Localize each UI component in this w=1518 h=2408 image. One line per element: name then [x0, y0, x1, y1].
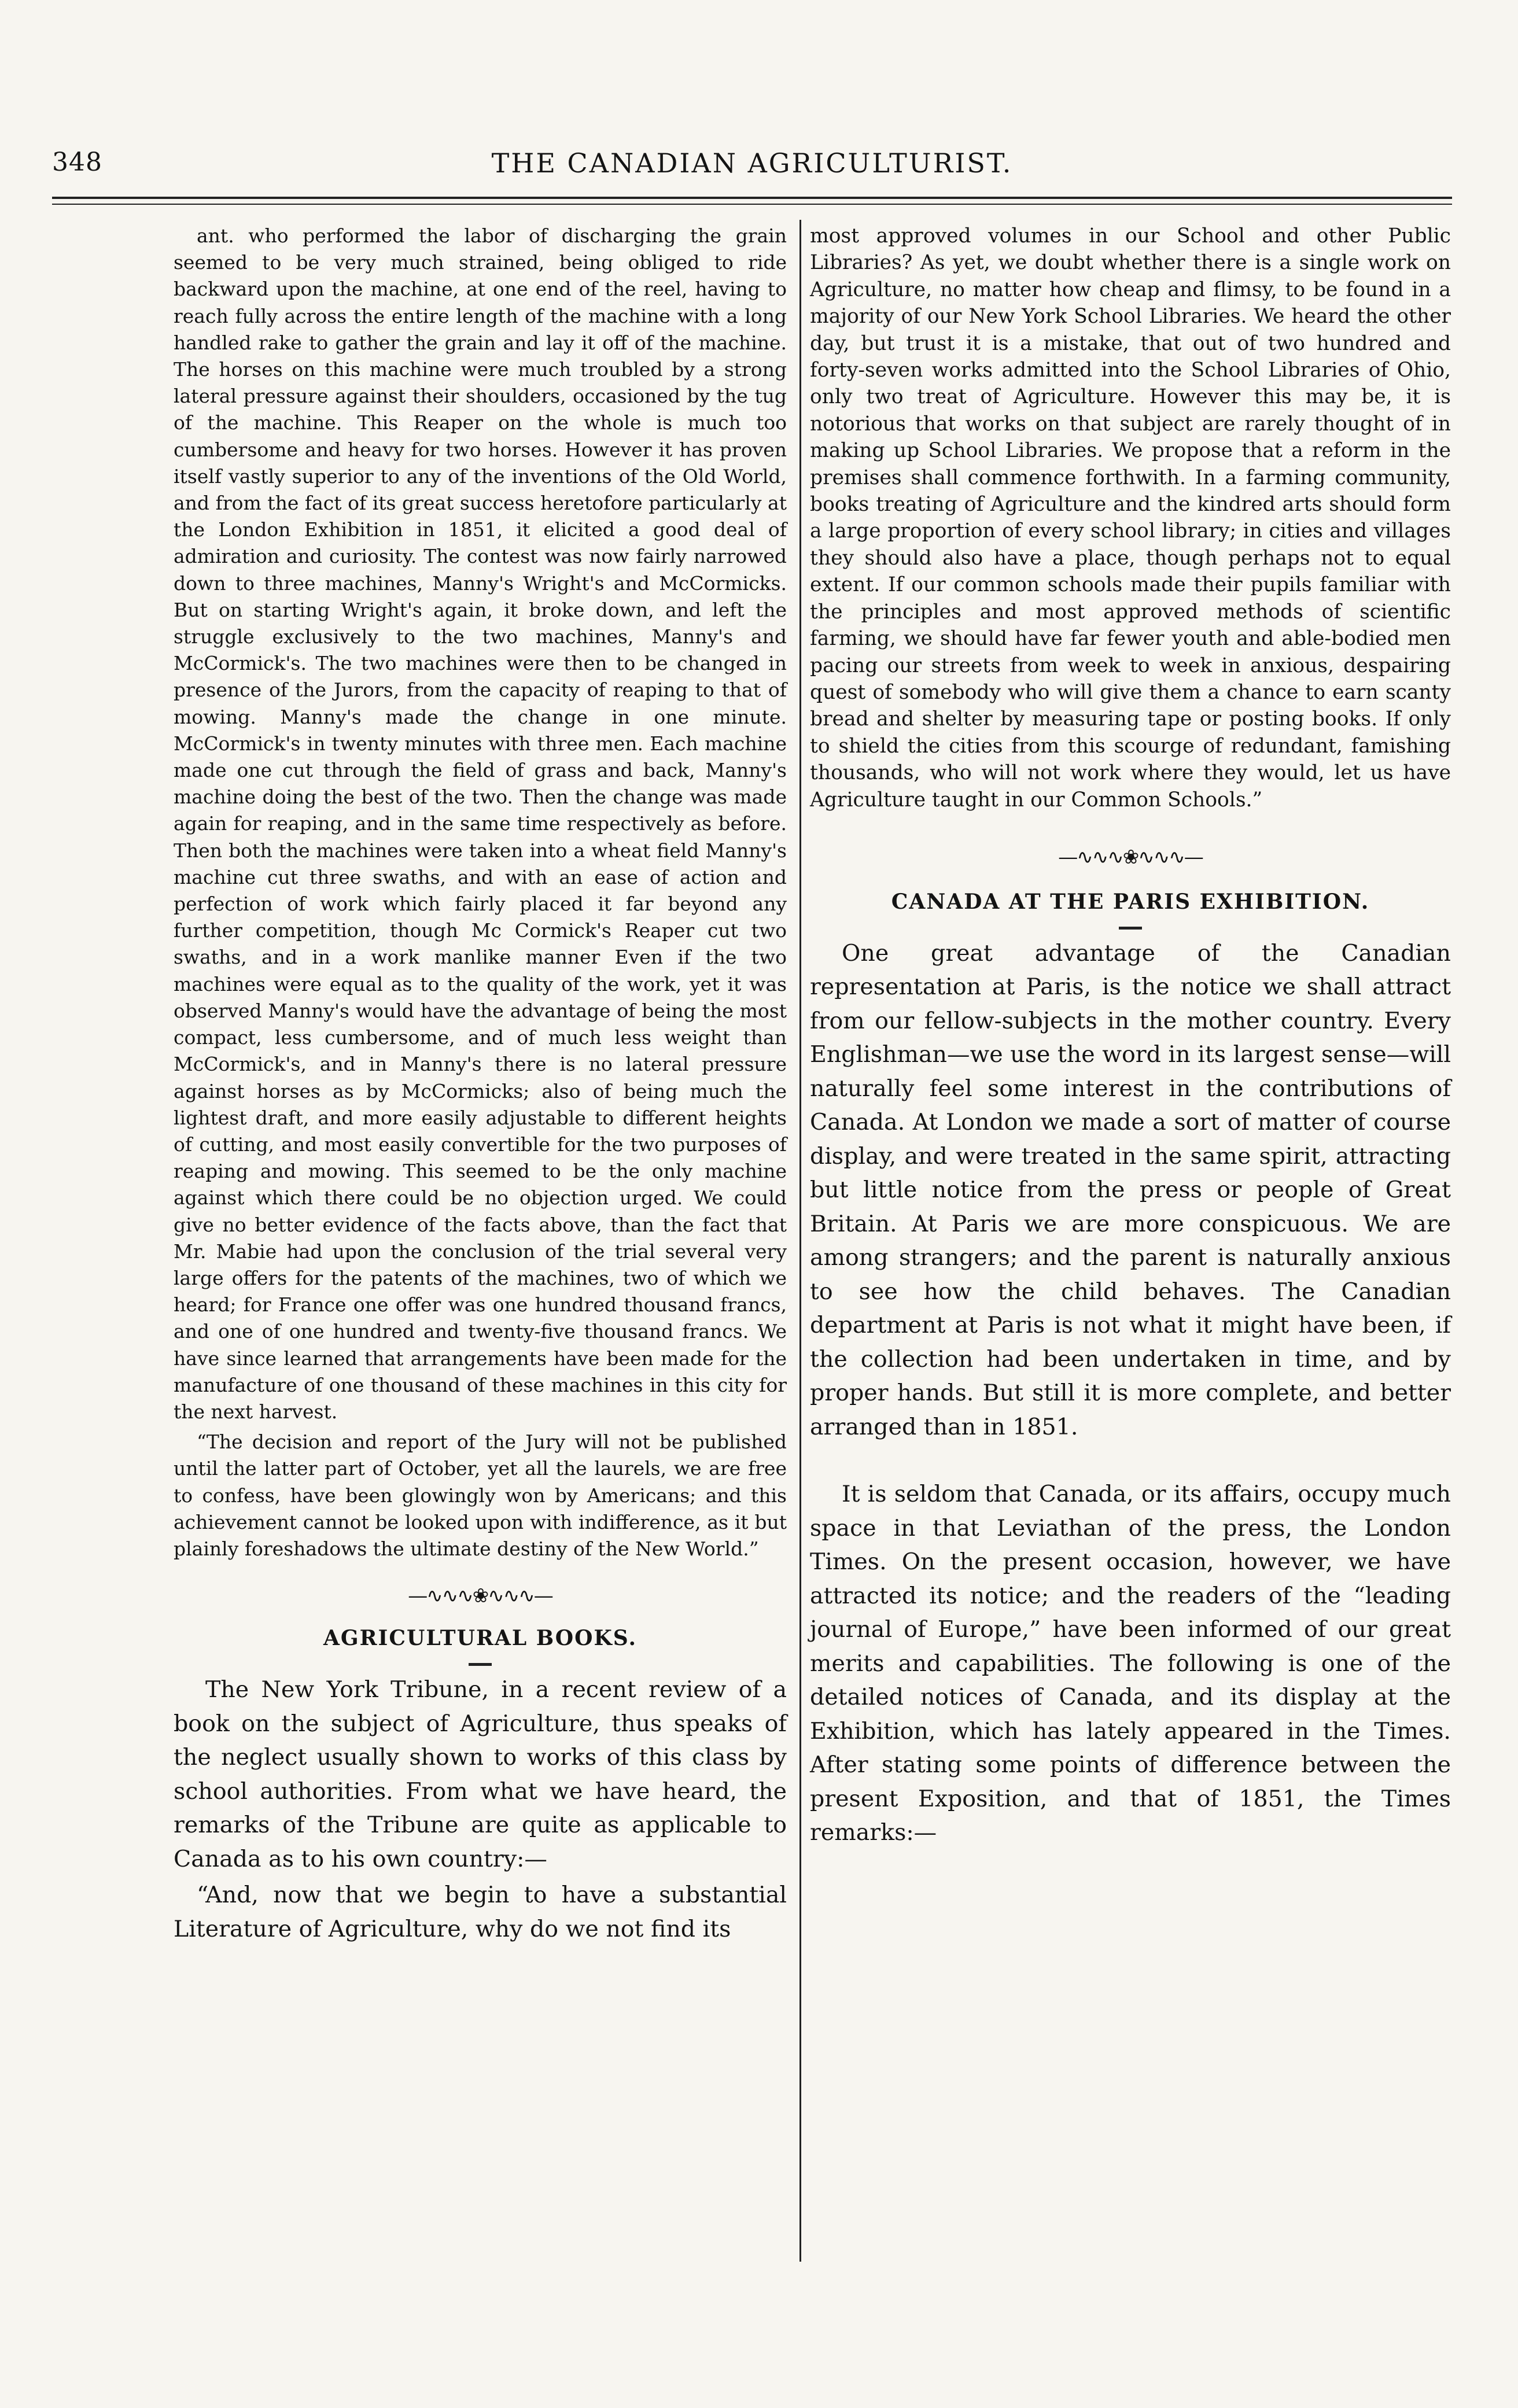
heading-rule — [469, 1663, 492, 1666]
tribune-intro-paragraph: The New York Tribune, in a recent review of a book on the subject of Agriculture, thus speaks of the neglect usually shown to works of this class by school authorities. From what we have heard, the remarks of the Tribune are quite as applicable to Canada as to his own country:— — [174, 1676, 787, 1872]
header-rule — [52, 197, 1452, 199]
heading-rule — [1119, 927, 1142, 930]
libraries-paragraph: most approved volumes in our School and other Public Libraries? As yet, we doubt whether there is a single work on Agriculture, no matter how cheap and flimsy, to be found in a majority of our New York School Libraries. We heard the other day, but trust it is a mistake, that out of two hundred and forty-seven works admitted into the School Libraries of Ohio, only two treat of Agriculture. However this may be, it is notorious that works on that subject are rarely thought of in making up School Libraries. We propose that a reform in the premises shall commence forthwith. In a farming community, books treating of Agriculture and the kindred arts should form a large proportion of every school library; in cities and villages they should also have a place, though perhaps not to equal extent. If our common schools made their pupils familiar with the principles and most approved methods of scientific farming, we should have far fewer youth and able-bodied men pacing our streets from week to week in anxious, despairing quest of somebody who will give them a chance to earn scanty bread and shelter by measuring tape or posting books. If only to shield the cities from this scourge of redundant, famishing thousands, who will not work where they would, let us have Agriculture taught in our Common Schools.” — [810, 224, 1451, 812]
section-heading-paris-exhibition: CANADA AT THE PARIS EXHIBITION. — [891, 889, 1370, 914]
header-rule-thin — [52, 204, 1452, 205]
tribune-quote-paragraph: “And, now that we begin to have a substantial Literature of Agriculture, why do we not find its — [174, 1882, 787, 1942]
reaper-trial-paragraph: ant. who performed the labor of discharging the grain seemed to be very much strained, being obliged to ride backward upon the machine, at one end of the reel, having to reach fully across the entire length of the machine with a long handled rake to gather the grain and lay it off of the machine. The horses on this machine were much troubled by a strong lateral pressure against their shoulders, occasioned by the tug of the machine. This Reaper on the whole is much too cumbersome and heavy for two horses. However it has proven itself vastly superior to any of the inventions of the Old World, and from the fact of its great success heretofore particularly at the London Exhibition in 1851, it elicited a good deal of admiration and curiosity. The contest was now fairly narrowed down to three machines, Manny's Wright's and McCormicks. But on starting Wright's again, it broke down, and left the struggle exclusively to the two machines, Manny's and McCormick's. The two machines were then to be changed in presence of the Jurors, from the capacity of reaping to that of mowing. Manny's made the change in one minute. McCormick's in twenty minutes with three men. Each machine made one cut through the field of grass and back, Manny's machine doing the best of the two. Then the change was made again for reaping, and in the same time respectively as before. Then both the machines were taken into a wheat field Manny's machine cut three swaths, and with an ease of action and perfection of work which fairly placed it far beyond any further competition, though Mc Cormick's Reaper cut two swaths, and in a work manlike manner Even if the two machines were equal as to the quality of the work, yet it was observed Manny's would have the advantage of being the most compact, less cumbersome, and of much less weight than McCormick's, and in Manny's there is no lateral pressure against horses as by McCormicks; also of being much the lightest draft, and more easily adjustable to different heights of cutting, and most easily convertible for the two purposes of reaping and mowing. This seemed to be the only machine against which there could be no objection urged. We could give no better evidence of the facts above, than the fact that Mr. Mabie had upon the conclusion of the trial several very large offers for the patents of the machines, two of which we heard; for France one offer was one hundred thousand francs, and one of one hundred and twenty-five thousand francs. We have since learned that arrangements have been made for the manufacture of one thousand of these machines in this city for the next harvest. — [174, 224, 787, 1423]
paris-advantage-paragraph: One great advantage of the Canadian representation at Paris, is the notice we shall attract from our fellow-subjects in the mother country. Every Englishman—we use the word in its largest sense—will naturally feel some interest in the contributions of Canada. At London we made a sort of matter of course display, and were treated in the same spirit, attracting but little notice from the press or people of Great Britain. At Paris we are more conspicuous. We are among strangers; and the parent is naturally anxious to see how the child behaves. The Canadian department at Paris is not what it might have been, if the collection had been undertaken in time, and by proper hands. But still it is more complete, and better arranged than in 1851. — [810, 939, 1451, 1440]
section-ornament: —∿∿∿❀∿∿∿— — [408, 1584, 552, 1608]
london-times-paragraph: It is seldom that Canada, or its affairs, occupy much space in that Leviathan of the press, the London Times. On the present occasion, however, we have attracted its notice; and the readers of the “leading journal of Europe,” have been informed of our great merits and capabilities. The following is one of the detailed notices of Canada, and its display at the Exhibition, which has lately appeared in the Times. After stating some points of difference between the present Exposition, and that of 1851, the Times remarks:— — [810, 1481, 1451, 1846]
section-ornament: —∿∿∿❀∿∿∿— — [1058, 845, 1203, 869]
column-divider — [799, 220, 801, 2262]
left-column — [174, 223, 787, 1946]
page-header — [52, 147, 1452, 188]
running-title: THE CANADIAN AGRICULTURIST. — [491, 147, 1013, 179]
right-column — [810, 223, 1451, 1850]
page-number: 348 — [52, 147, 102, 177]
jury-decision-paragraph: “The decision and report of the Jury will not be published until the latter part of October, yet all the laurels, we are free to confess, have been glowingly won by Americans; and this achievement cannot be looked upon with indifference, as it but plainly foreshadows the ultimate destiny of the New World.” — [174, 1430, 787, 1560]
section-heading-agricultural-books: AGRICULTURAL BOOKS. — [323, 1626, 638, 1651]
